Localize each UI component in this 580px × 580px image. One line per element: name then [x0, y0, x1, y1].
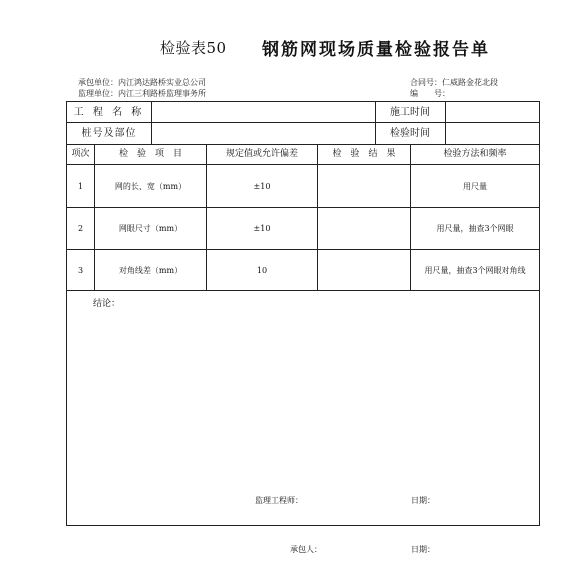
row-divider [67, 290, 539, 291]
project-name-field[interactable] [152, 102, 375, 122]
row-1-method: 用尺量 [463, 181, 487, 191]
supervisor-info [78, 88, 206, 99]
row-1-result[interactable] [318, 165, 410, 207]
contract-label: 合同号： [410, 78, 442, 87]
contractor-info [78, 77, 206, 88]
row-2-no: 2 [77, 224, 84, 233]
row-3-result[interactable] [318, 250, 410, 290]
col-header-result: 检 验 结 果 [332, 149, 396, 159]
row-2-tolerance: ±10 [253, 224, 271, 233]
form-number: 检验表50 [160, 39, 227, 57]
pile-location-label: 桩号及部位 [81, 128, 137, 139]
supervisor-value: 内江三利路桥监理事务所 [118, 89, 206, 98]
supervisor-label: 监理单位： [78, 89, 118, 98]
col-header-inspection-item: 检 验 项 目 [118, 149, 182, 159]
number-info [410, 88, 450, 99]
project-name-label: 工 程 名 称 [73, 106, 145, 118]
row-1-item: 网的长、宽（mm） [114, 181, 187, 191]
contractor-value: 内江鸿达路桥实业总公司 [118, 78, 206, 87]
conclusion-label: 结论： [93, 299, 121, 309]
supervisor-engineer-label: 监理工程师： [255, 496, 303, 505]
row-3-no: 3 [77, 265, 84, 275]
contractor-label: 承包单位： [78, 78, 118, 87]
number-label: 编 号： [410, 89, 450, 98]
inspection-time-label: 检验时间 [390, 128, 430, 139]
page-title: 钢筋网现场质量检验报告单 [262, 40, 490, 60]
row-3-tolerance: 10 [256, 265, 268, 275]
inspection-time-field[interactable] [446, 123, 539, 144]
contract-value: 仁威路金花北段 [442, 78, 498, 87]
row-3-item: 对角线差（mm） [118, 265, 183, 275]
col-header-tolerance: 规定值或允许偏差 [225, 149, 298, 159]
construction-time-field[interactable] [446, 102, 539, 122]
col-header-method: 检验方法和频率 [443, 149, 507, 159]
row-2-item: 网眼尺寸（mm） [118, 224, 183, 233]
row-3-method: 用尺量，抽查3个网眼对角线 [424, 265, 526, 275]
row-2-method: 用尺量，抽查3个网眼 [436, 224, 514, 233]
col-header-item-no: 项次 [71, 149, 90, 159]
contractor-signature-label: 承包人： [290, 545, 322, 554]
pile-location-field[interactable] [152, 123, 375, 144]
row-1-no: 1 [77, 181, 84, 191]
contract-info [410, 77, 498, 88]
construction-time-label: 施工时间 [390, 106, 430, 118]
contractor-date-label: 日期： [411, 545, 435, 554]
date-label: 日期： [411, 496, 435, 505]
inspection-table [66, 101, 540, 526]
row-2-result[interactable] [318, 208, 410, 249]
row-1-tolerance: ±10 [253, 181, 271, 191]
conclusion-area[interactable] [67, 307, 539, 492]
